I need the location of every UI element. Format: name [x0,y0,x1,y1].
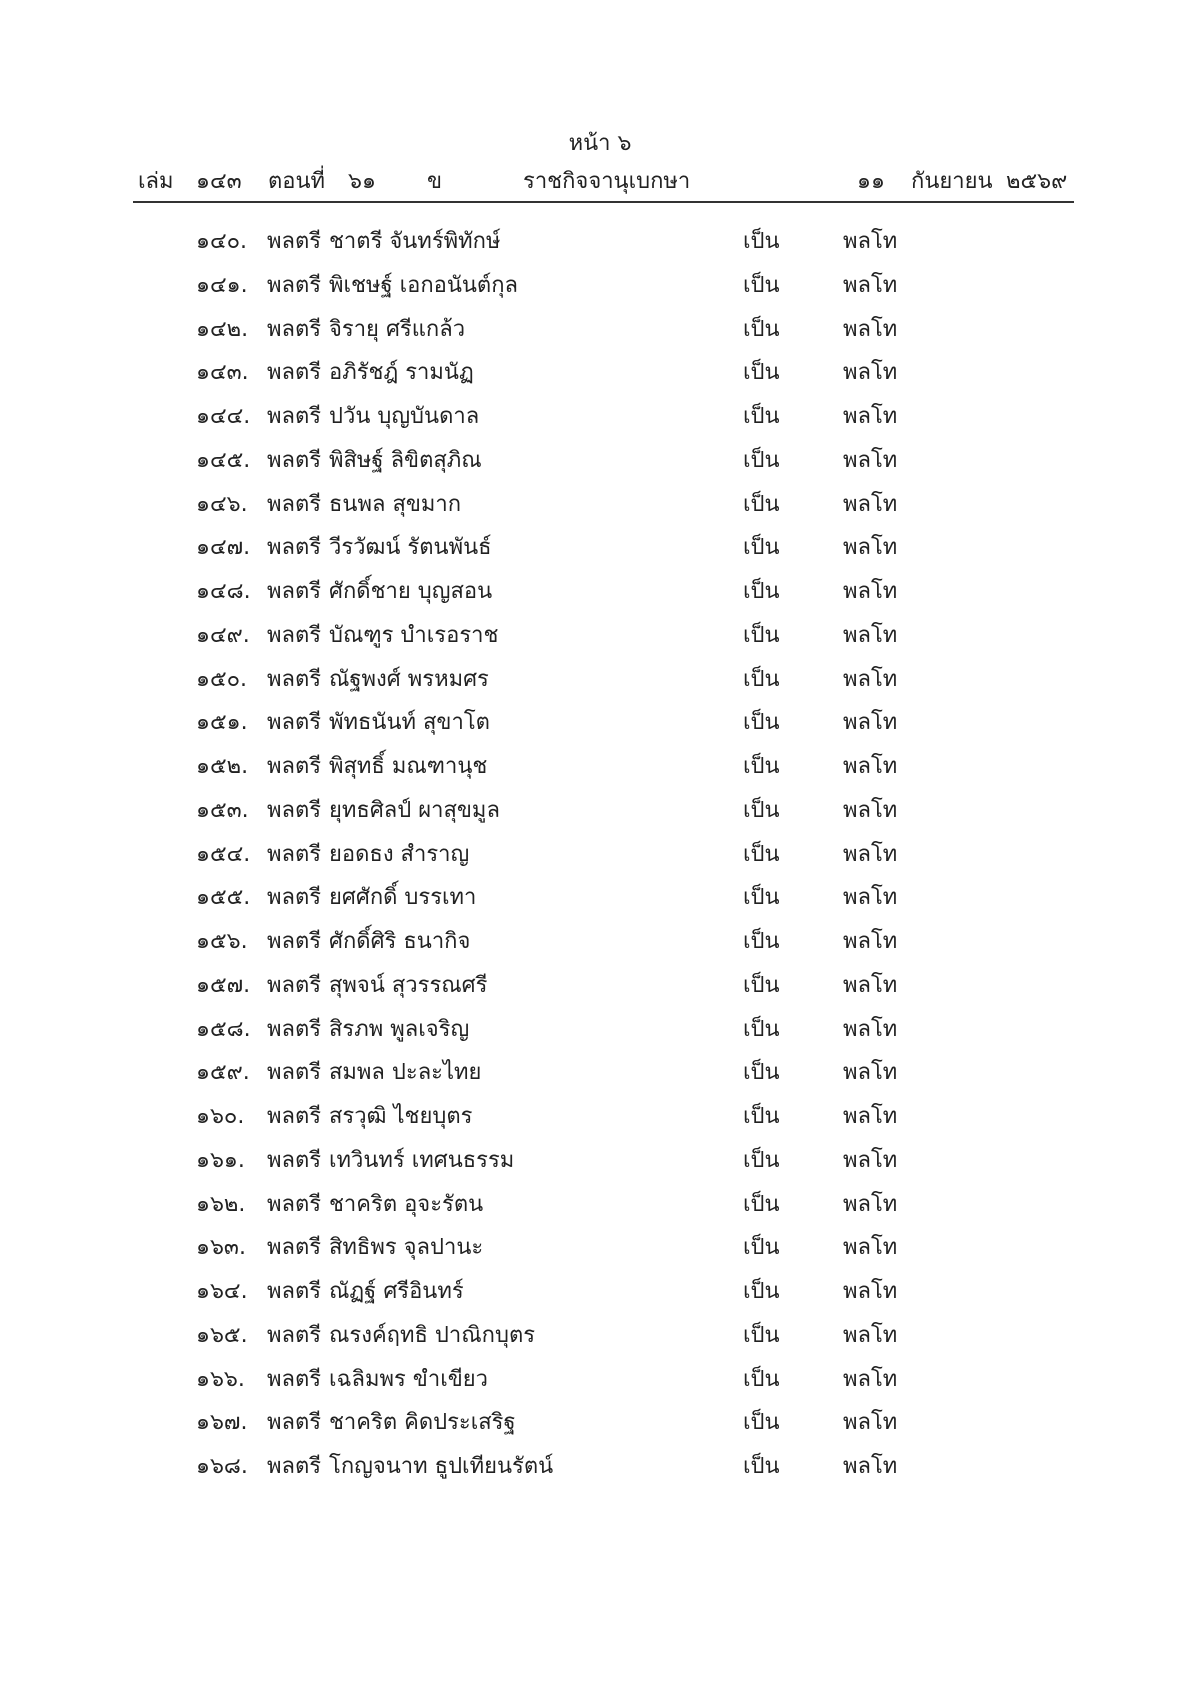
list-item [0,488,1200,532]
promotion-verb: เป็น [743,885,780,911]
promotion-verb: เป็น [743,1366,780,1392]
list-item [0,400,1200,444]
current-rank: พลตรี [267,316,322,342]
new-rank: พลโท [843,797,898,823]
current-rank: พลตรี [267,1235,322,1261]
entry-number: ๑๖๕. [196,1322,248,1348]
volume-label: เล่ม [138,169,174,194]
officer-name: พิเชษฐ์ เอกอนันต์กุล [329,272,519,298]
new-rank: พลโท [843,841,898,867]
promotion-verb: เป็น [743,1060,780,1086]
officer-name: ปวัน บุญบันดาล [329,404,480,429]
current-rank: พลตรี [267,666,322,692]
promotion-verb: เป็น [743,579,780,604]
entry-number: ๑๕๕. [196,885,251,911]
entry-number: ๑๖๐. [196,1104,245,1129]
current-rank: พลตรี [267,579,322,604]
officer-name: ธนพล สุขมาก [329,491,462,517]
officer-name: ณัฏฐ์ ศรีอินทร์ [329,1279,464,1304]
promotion-verb: เป็น [743,272,780,298]
date-day: ๑๑ [857,169,885,194]
new-rank: พลโท [843,1147,898,1173]
current-rank: พลตรี [267,1410,322,1436]
entry-number: ๑๔๔. [196,404,251,429]
current-rank: พลตรี [267,929,322,954]
promotion-verb: เป็น [743,1322,780,1348]
new-rank: พลโท [843,447,898,473]
current-rank: พลตรี [267,622,322,648]
officer-name: พัทธนันท์ สุขาโต [329,710,490,736]
list-item [0,969,1200,1013]
promotion-verb: เป็น [743,1016,780,1042]
new-rank: พลโท [843,1454,898,1479]
promotion-verb: เป็น [743,1410,780,1436]
entry-number: ๑๖๔. [196,1279,248,1304]
list-item [0,881,1200,925]
list-item [0,1363,1200,1407]
officer-name: สิรภพ พูลเจริญ [329,1016,470,1042]
entry-number: ๑๔๕. [196,447,251,473]
new-rank: พลโท [843,972,898,998]
list-item [0,838,1200,882]
officer-name: ณัฐพงศ์ พรหมศร [329,666,489,692]
list-item [0,1450,1200,1494]
issue-number: ๖๑ [348,169,376,194]
header-divider [133,201,1074,203]
current-rank: พลตรี [267,447,322,473]
list-item [0,1013,1200,1057]
promotion-verb: เป็น [743,929,780,954]
promotion-verb: เป็น [743,754,780,779]
officer-name: ชาคริต คิดประเสริฐ [329,1410,516,1436]
entry-number: ๑๕๔. [196,841,251,867]
entry-number: ๑๕๘. [196,1016,251,1042]
officer-name: สุพจน์ สุวรรณศรี [329,972,488,998]
list-item [0,1319,1200,1363]
entry-number: ๑๖๖. [196,1366,245,1392]
officer-name: เฉลิมพร ขำเขียว [329,1366,488,1392]
promotion-verb: เป็น [743,535,780,561]
current-rank: พลตรี [267,491,322,517]
new-rank: พลโท [843,491,898,517]
officer-name: ชาคริต อุจะรัตน [329,1191,484,1217]
officer-name: ยศศักดิ์ บรรเทา [329,885,477,911]
officer-name: พิสุทธิ์ มณฑานุช [329,754,488,779]
list-item [0,269,1200,313]
list-item [0,619,1200,663]
entry-number: ๑๖๑. [196,1147,245,1173]
list-item [0,925,1200,969]
list-item [0,444,1200,488]
current-rank: พลตรี [267,710,322,736]
issue-label: ตอนที่ [268,169,326,194]
entry-number: ๑๖๘. [196,1454,248,1479]
list-item [0,706,1200,750]
current-rank: พลตรี [267,1016,322,1042]
entry-number: ๑๕๒. [196,754,249,779]
list-item [0,794,1200,838]
list-item [0,575,1200,619]
date-month: กันยายน [911,169,993,194]
entry-number: ๑๔๙. [196,622,250,648]
new-rank: พลโท [843,1366,898,1392]
new-rank: พลโท [843,360,898,386]
current-rank: พลตรี [267,841,322,867]
new-rank: พลโท [843,929,898,954]
new-rank: พลโท [843,272,898,298]
list-item [0,356,1200,400]
new-rank: พลโท [843,885,898,911]
promotion-verb: เป็น [743,797,780,823]
new-rank: พลโท [843,666,898,692]
promotion-verb: เป็น [743,404,780,429]
new-rank: พลโท [843,229,898,254]
officer-name: ยอดธง สำราญ [329,841,470,867]
new-rank: พลโท [843,579,898,604]
current-rank: พลตรี [267,404,322,429]
new-rank: พลโท [843,1235,898,1261]
officer-name: บัณฑูร บำเรอราช [329,622,499,648]
section-letter: ข [427,169,443,194]
officer-name: จิรายุ ศรีแกล้ว [329,316,466,342]
new-rank: พลโท [843,535,898,561]
list-item [0,1056,1200,1100]
officer-name: โกญจนาท ธูปเทียนรัตน์ [329,1454,554,1479]
new-rank: พลโท [843,1060,898,1086]
promotion-verb: เป็น [743,1147,780,1173]
list-item [0,1144,1200,1188]
entry-number: ๑๔๖. [196,491,248,517]
list-item [0,1406,1200,1450]
officer-name: ณรงค์ฤทธิ ปาณิกบุตร [329,1322,536,1348]
current-rank: พลตรี [267,972,322,998]
entry-number: ๑๕๗. [196,972,251,998]
entry-number: ๑๔๘. [196,579,251,604]
promotion-verb: เป็น [743,1235,780,1261]
list-item [0,663,1200,707]
entry-number: ๑๖๓. [196,1235,246,1261]
new-rank: พลโท [843,1410,898,1436]
date-year: ๒๕๖๙ [1006,169,1068,194]
officer-name: วีรวัฒน์ รัตนพันธ์ [329,535,492,561]
new-rank: พลโท [843,404,898,429]
current-rank: พลตรี [267,535,322,561]
current-rank: พลตรี [267,1104,322,1129]
current-rank: พลตรี [267,1454,322,1479]
entry-number: ๑๕๖. [196,929,248,954]
officer-name: ชาตรี จันทร์พิทักษ์ [329,229,501,254]
page-number: หน้า ๖ [568,131,632,156]
list-item [0,225,1200,269]
current-rank: พลตรี [267,1279,322,1304]
new-rank: พลโท [843,1279,898,1304]
promotion-verb: เป็น [743,316,780,342]
entry-number: ๑๖๗. [196,1410,248,1436]
entry-number: ๑๕๙. [196,1060,250,1086]
current-rank: พลตรี [267,229,322,254]
entry-number: ๑๔๑. [196,272,248,298]
entry-number: ๑๔๒. [196,316,249,342]
promotion-verb: เป็น [743,666,780,692]
new-rank: พลโท [843,622,898,648]
officer-name: ยุทธศิลป์ ผาสุขมูล [329,797,500,823]
current-rank: พลตรี [267,360,322,386]
current-rank: พลตรี [267,754,322,779]
entry-number: ๑๖๒. [196,1191,246,1217]
promotion-verb: เป็น [743,229,780,254]
officer-name: ศักดิ์ชาย บุญสอน [329,579,493,604]
promotion-verb: เป็น [743,1191,780,1217]
volume-number: ๑๔๓ [196,169,242,194]
current-rank: พลตรี [267,1191,322,1217]
entry-number: ๑๕๐. [196,666,248,692]
list-item [0,1275,1200,1319]
publication-name: ราชกิจจานุเบกษา [523,169,691,194]
current-rank: พลตรี [267,885,322,911]
new-rank: พลโท [843,754,898,779]
entry-number: ๑๕๑. [196,710,248,736]
promotion-verb: เป็น [743,447,780,473]
promotion-verb: เป็น [743,1104,780,1129]
officer-name: พิสิษฐ์ ลิขิตสุภิณ [329,447,482,473]
entry-number: ๑๕๓. [196,797,249,823]
promotion-verb: เป็น [743,491,780,517]
officer-name: สมพล ปะละไทย [329,1060,482,1086]
promotion-list [0,225,1200,1494]
current-rank: พลตรี [267,1322,322,1348]
entry-number: ๑๔๗. [196,535,251,561]
list-item [0,1100,1200,1144]
promotion-verb: เป็น [743,841,780,867]
promotion-verb: เป็น [743,710,780,736]
entry-number: ๑๔๐. [196,229,248,254]
officer-name: สรวุฒิ ไชยบุตร [329,1104,473,1129]
new-rank: พลโท [843,316,898,342]
list-item [0,531,1200,575]
list-item [0,1188,1200,1232]
new-rank: พลโท [843,1016,898,1042]
promotion-verb: เป็น [743,360,780,386]
officer-name: เทวินทร์ เทศนธรรม [329,1147,515,1173]
promotion-verb: เป็น [743,1279,780,1304]
current-rank: พลตรี [267,797,322,823]
new-rank: พลโท [843,1191,898,1217]
list-item [0,1231,1200,1275]
list-item [0,750,1200,794]
officer-name: ศักดิ์ศิริ ธนากิจ [329,929,471,954]
new-rank: พลโท [843,710,898,736]
current-rank: พลตรี [267,1366,322,1392]
entry-number: ๑๔๓. [196,360,249,386]
promotion-verb: เป็น [743,972,780,998]
promotion-verb: เป็น [743,622,780,648]
new-rank: พลโท [843,1104,898,1129]
list-item [0,313,1200,357]
current-rank: พลตรี [267,272,322,298]
current-rank: พลตรี [267,1147,322,1173]
current-rank: พลตรี [267,1060,322,1086]
promotion-verb: เป็น [743,1454,780,1479]
officer-name: สิทธิพร จุลปานะ [329,1235,484,1261]
officer-name: อภิรัชฎ์ รามนัฏ [329,360,474,386]
new-rank: พลโท [843,1322,898,1348]
